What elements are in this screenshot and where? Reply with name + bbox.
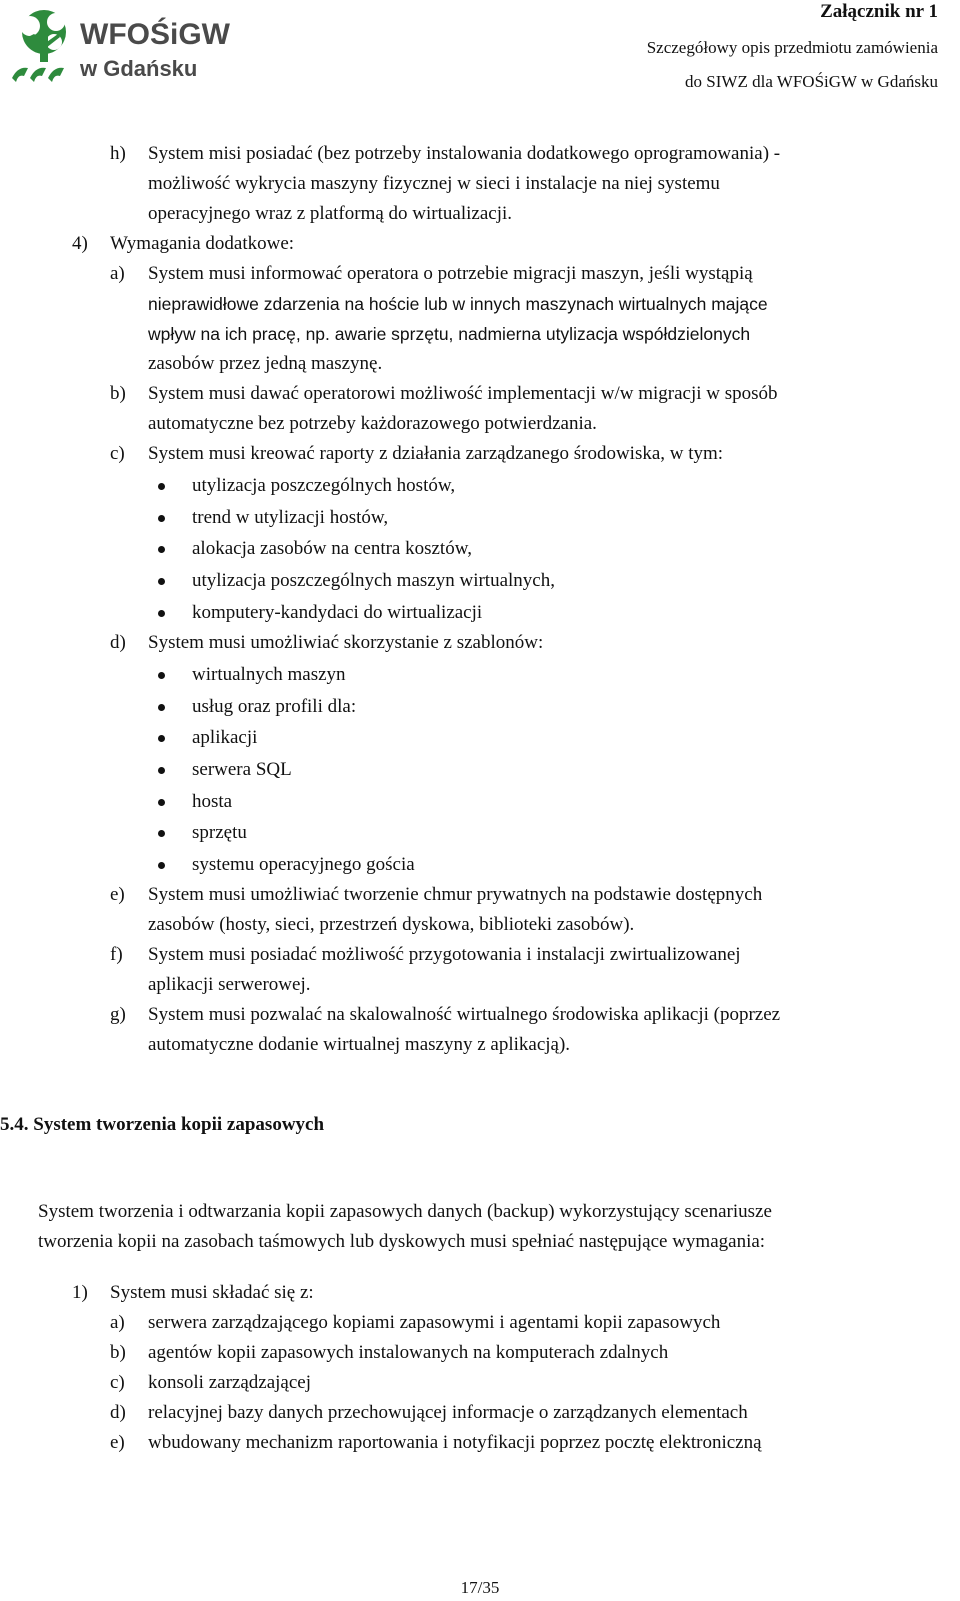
bullet-item: utylizacja poszczególnych hostów, [192, 475, 456, 496]
bullet-dot [158, 610, 165, 617]
header-line-2: do SIWZ dla WFOŚiGW w Gdańsku [685, 72, 938, 91]
backup-subitem-marker: d) [110, 1402, 126, 1423]
item-c-line: System musi kreować raporty z działania zarządzanego środowiska, w tym: [148, 443, 724, 464]
bullet-dot [158, 767, 165, 774]
bullet-item: aplikacji [192, 727, 258, 748]
item-a-line-2: nieprawidłowe zdarzenia na hoście lub w innych maszynach wirtualnych mające [148, 294, 768, 314]
bullet-dot [158, 735, 165, 742]
logo-subtitle: w Gdańsku [80, 56, 198, 81]
req4-title: Wymagania dodatkowe: [110, 233, 295, 254]
logo-title: WFOŚiGW [80, 18, 230, 51]
item-marker-h: h) [110, 143, 126, 164]
backup-subitem-marker: b) [110, 1342, 126, 1363]
bullet-item: trend w utylizacji hostów, [192, 507, 389, 528]
item-f-line-1: System musi posiadać możliwość przygotowania i instalacji zwirtualizowanej [148, 944, 741, 965]
bullet-dot [158, 578, 165, 585]
item-marker-f: f) [110, 944, 123, 965]
backup-subitem-marker: e) [110, 1432, 125, 1453]
bullet-dot [158, 830, 165, 837]
wfosigw-logo [8, 6, 248, 90]
item-d-line: System musi umożliwiać skorzystanie z szablonów: [148, 632, 544, 653]
bullet-item: komputery-kandydaci do wirtualizacji [192, 602, 483, 623]
item-marker-d: d) [110, 632, 126, 653]
item-marker-b: b) [110, 383, 126, 404]
page-number: 17/35 [460, 1578, 500, 1597]
item-a-line-3: wpływ na ich pracę, np. awarie sprzętu, nadmierna utylizacja współdzielonych [148, 324, 751, 344]
item-g-line-2: automatyczne dodanie wirtualnej maszyny z aplikacją). [148, 1034, 571, 1055]
bullet-dot [158, 515, 165, 522]
waves-icon [12, 68, 64, 82]
item-marker-a: a) [110, 263, 125, 284]
backup-subitem-marker: c) [110, 1372, 125, 1393]
bullet-dot [158, 483, 165, 490]
item-e-line-1: System musi umożliwiać tworzenie chmur prywatnych na podstawie dostępnych [148, 884, 763, 905]
tree-icon [20, 10, 66, 62]
document-header [647, 2, 938, 106]
req4-marker: 4) [72, 233, 88, 254]
logo-graphic [8, 6, 248, 90]
backup-item-1-title: System musi składać się z: [110, 1282, 314, 1303]
item-e-line-2: zasobów (hosty, sieci, przestrzeń dyskowa, biblioteki zasobów). [148, 914, 635, 935]
bullet-dot [158, 704, 165, 711]
bullet-item: usług oraz profili dla: [192, 696, 357, 717]
backup-subitem-text: relacyjnej bazy danych przechowującej informacje o zarządzanych elementach [148, 1402, 748, 1423]
item-marker-e: e) [110, 884, 125, 905]
backup-subitem-marker: a) [110, 1312, 125, 1333]
header-line-1: Szczegółowy opis przedmiotu zamówienia [646, 38, 938, 57]
bullet-item: systemu operacyjnego gościa [192, 854, 415, 875]
bullet-item: wirtualnych maszyn [192, 664, 346, 685]
bullet-item: serwera SQL [192, 759, 292, 780]
bullet-dot [158, 799, 165, 806]
item-g-line-1: System musi pozwalać na skalowalność wirtualnego środowiska aplikacji (poprzez [148, 1004, 781, 1025]
bullet-item: sprzętu [192, 822, 247, 843]
section-heading: 5.4. System tworzenia kopii zapasowych [0, 1114, 325, 1135]
item-marker-g: g) [110, 1004, 126, 1025]
bullet-item: utylizacja poszczególnych maszyn wirtualnych, [192, 570, 555, 591]
attachment-title: Załącznik nr 1 [820, 1, 938, 22]
bullet-item: hosta [192, 791, 233, 812]
bullet-item: alokacja zasobów na centra kosztów, [192, 538, 472, 559]
item-f-line-2: aplikacji serwerowej. [148, 974, 311, 995]
backup-subitem-text: serwera zarządzającego kopiami zapasowymi i agentami kopii zapasowych [148, 1312, 721, 1333]
intro-line-1: System tworzenia i odtwarzania kopii zapasowych danych (backup) wykorzystujący scenariusze [38, 1201, 772, 1222]
backup-item-marker-1: 1) [72, 1282, 88, 1303]
item-h-line-3: operacyjnego wraz z platformą do wirtualizacji. [148, 203, 512, 224]
item-b-line-1: System musi dawać operatorowi możliwość implementacji w/w migracji w sposób [148, 383, 778, 404]
item-h-line-1: System misi posiadać (bez potrzeby instalowania dodatkowego oprogramowania) - [148, 143, 781, 164]
item-a-line-1: System musi informować operatora o potrzebie migracji maszyn, jeśli wystąpią [148, 263, 753, 284]
item-marker-c: c) [110, 443, 125, 464]
bullet-dot [158, 546, 165, 553]
backup-subitem-text: wbudowany mechanizm raportowania i notyfikacji poprzez pocztę elektroniczną [148, 1432, 762, 1453]
item-a-line-4: zasobów przez jedną maszynę. [148, 353, 383, 374]
backup-subitem-text: agentów kopii zapasowych instalowanych na komputerach zdalnych [148, 1342, 669, 1363]
intro-line-2: tworzenia kopii na zasobach taśmowych lub dyskowych musi spełniać następujące wymagania: [38, 1231, 766, 1252]
bullet-dot [158, 862, 165, 869]
bullet-dot [158, 672, 165, 679]
item-b-line-2: automatyczne bez potrzeby każdorazowego potwierdzania. [148, 413, 597, 434]
backup-subitem-text: konsoli zarządzającej [148, 1372, 311, 1393]
item-h-line-2: możliwość wykrycia maszyny fizycznej w sieci i instalacje na niej systemu [148, 173, 720, 194]
